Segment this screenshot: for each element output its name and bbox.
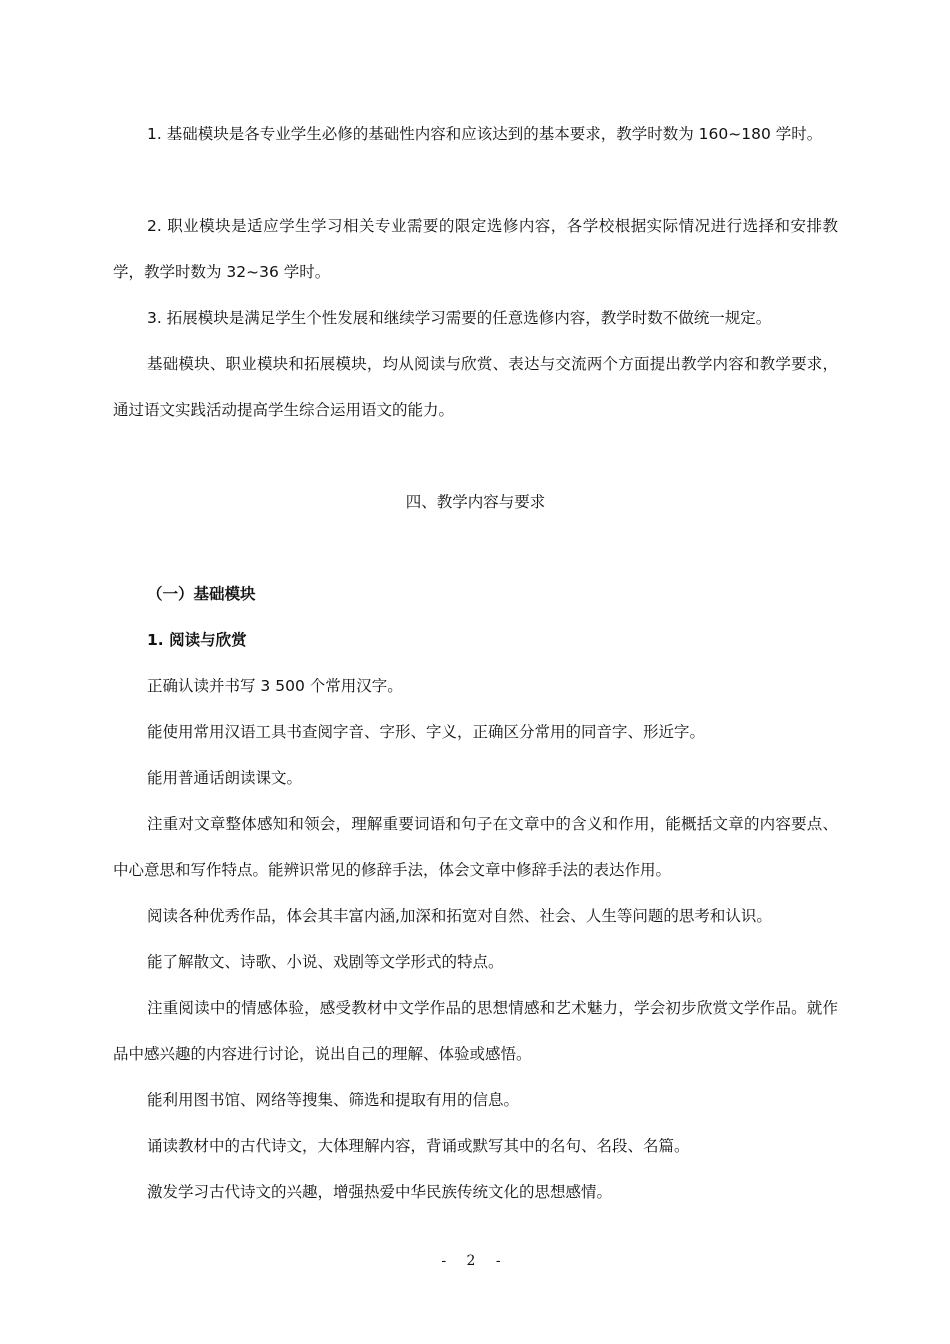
list-item: 能利用图书馆、网络等搜集、筛选和提取有用的信息。 <box>147 1091 520 1109</box>
list-item: 阅读各种优秀作品，体会其丰富内涵,加深和拓宽对自然、社会、人生等问题的思考和认识。 <box>147 907 772 925</box>
section-title: 四、教学内容与要求 <box>405 493 546 511</box>
list-item: 能用普通话朗读课文。 <box>147 769 303 787</box>
subsection-title: （一）基础模块 <box>147 585 256 603</box>
list-item: 诵读教材中的古代诗文，大体理解内容，背诵或默写其中的名句、名段、名篇。 <box>147 1137 690 1155</box>
page-number: - 2 - <box>441 1253 509 1269</box>
paragraph-modules-summary: 基础模块、职业模块和拓展模块，均从阅读与欣赏、表达与交流两个方面提出教学内容和教学要求，通过语文实践活动提高学生综合运用语文的能力。 <box>113 355 838 419</box>
paragraph-career-module: 2. 职业模块是适应学生学习相关专业需要的限定选修内容，各学校根据实际情况进行选择和安排教学，教学时数为 32~36 学时。 <box>113 217 838 281</box>
paragraph-extension-module: 3. 拓展模块是满足学生个性发展和继续学习需要的任意选修内容，教学时数不做统一规定。 <box>147 309 772 327</box>
list-item: 能了解散文、诗歌、小说、戏剧等文学形式的特点。 <box>147 953 504 971</box>
list-item: 注重阅读中的情感体验，感受教材中文学作品的思想情感和艺术魅力，学会初步欣赏文学作品。就作品中感兴趣的内容进行讨论，说出自己的理解、体验或感悟。 <box>113 999 838 1063</box>
paragraph-basic-module: 1. 基础模块是各专业学生必修的基础性内容和应该达到的基本要求，教学时数为 160~180 学时。 <box>147 125 823 143</box>
list-item: 激发学习古代诗文的兴趣，增强热爱中华民族传统文化的思想感情。 <box>147 1183 613 1201</box>
list-item: 正确认读并书写 3 500 个常用汉字。 <box>147 677 403 695</box>
list-item: 能使用常用汉语工具书查阅字音、字形、字义，正确区分常用的同音字、形近字。 <box>147 723 706 741</box>
subsubsection-title: 1. 阅读与欣赏 <box>147 631 247 649</box>
list-item: 注重对文章整体感知和领会，理解重要词语和句子在文章中的含义和作用，能概括文章的内容要点、中心意思和写作特点。能辨识常见的修辞手法，体会文章中修辞手法的表达作用。 <box>113 815 838 879</box>
